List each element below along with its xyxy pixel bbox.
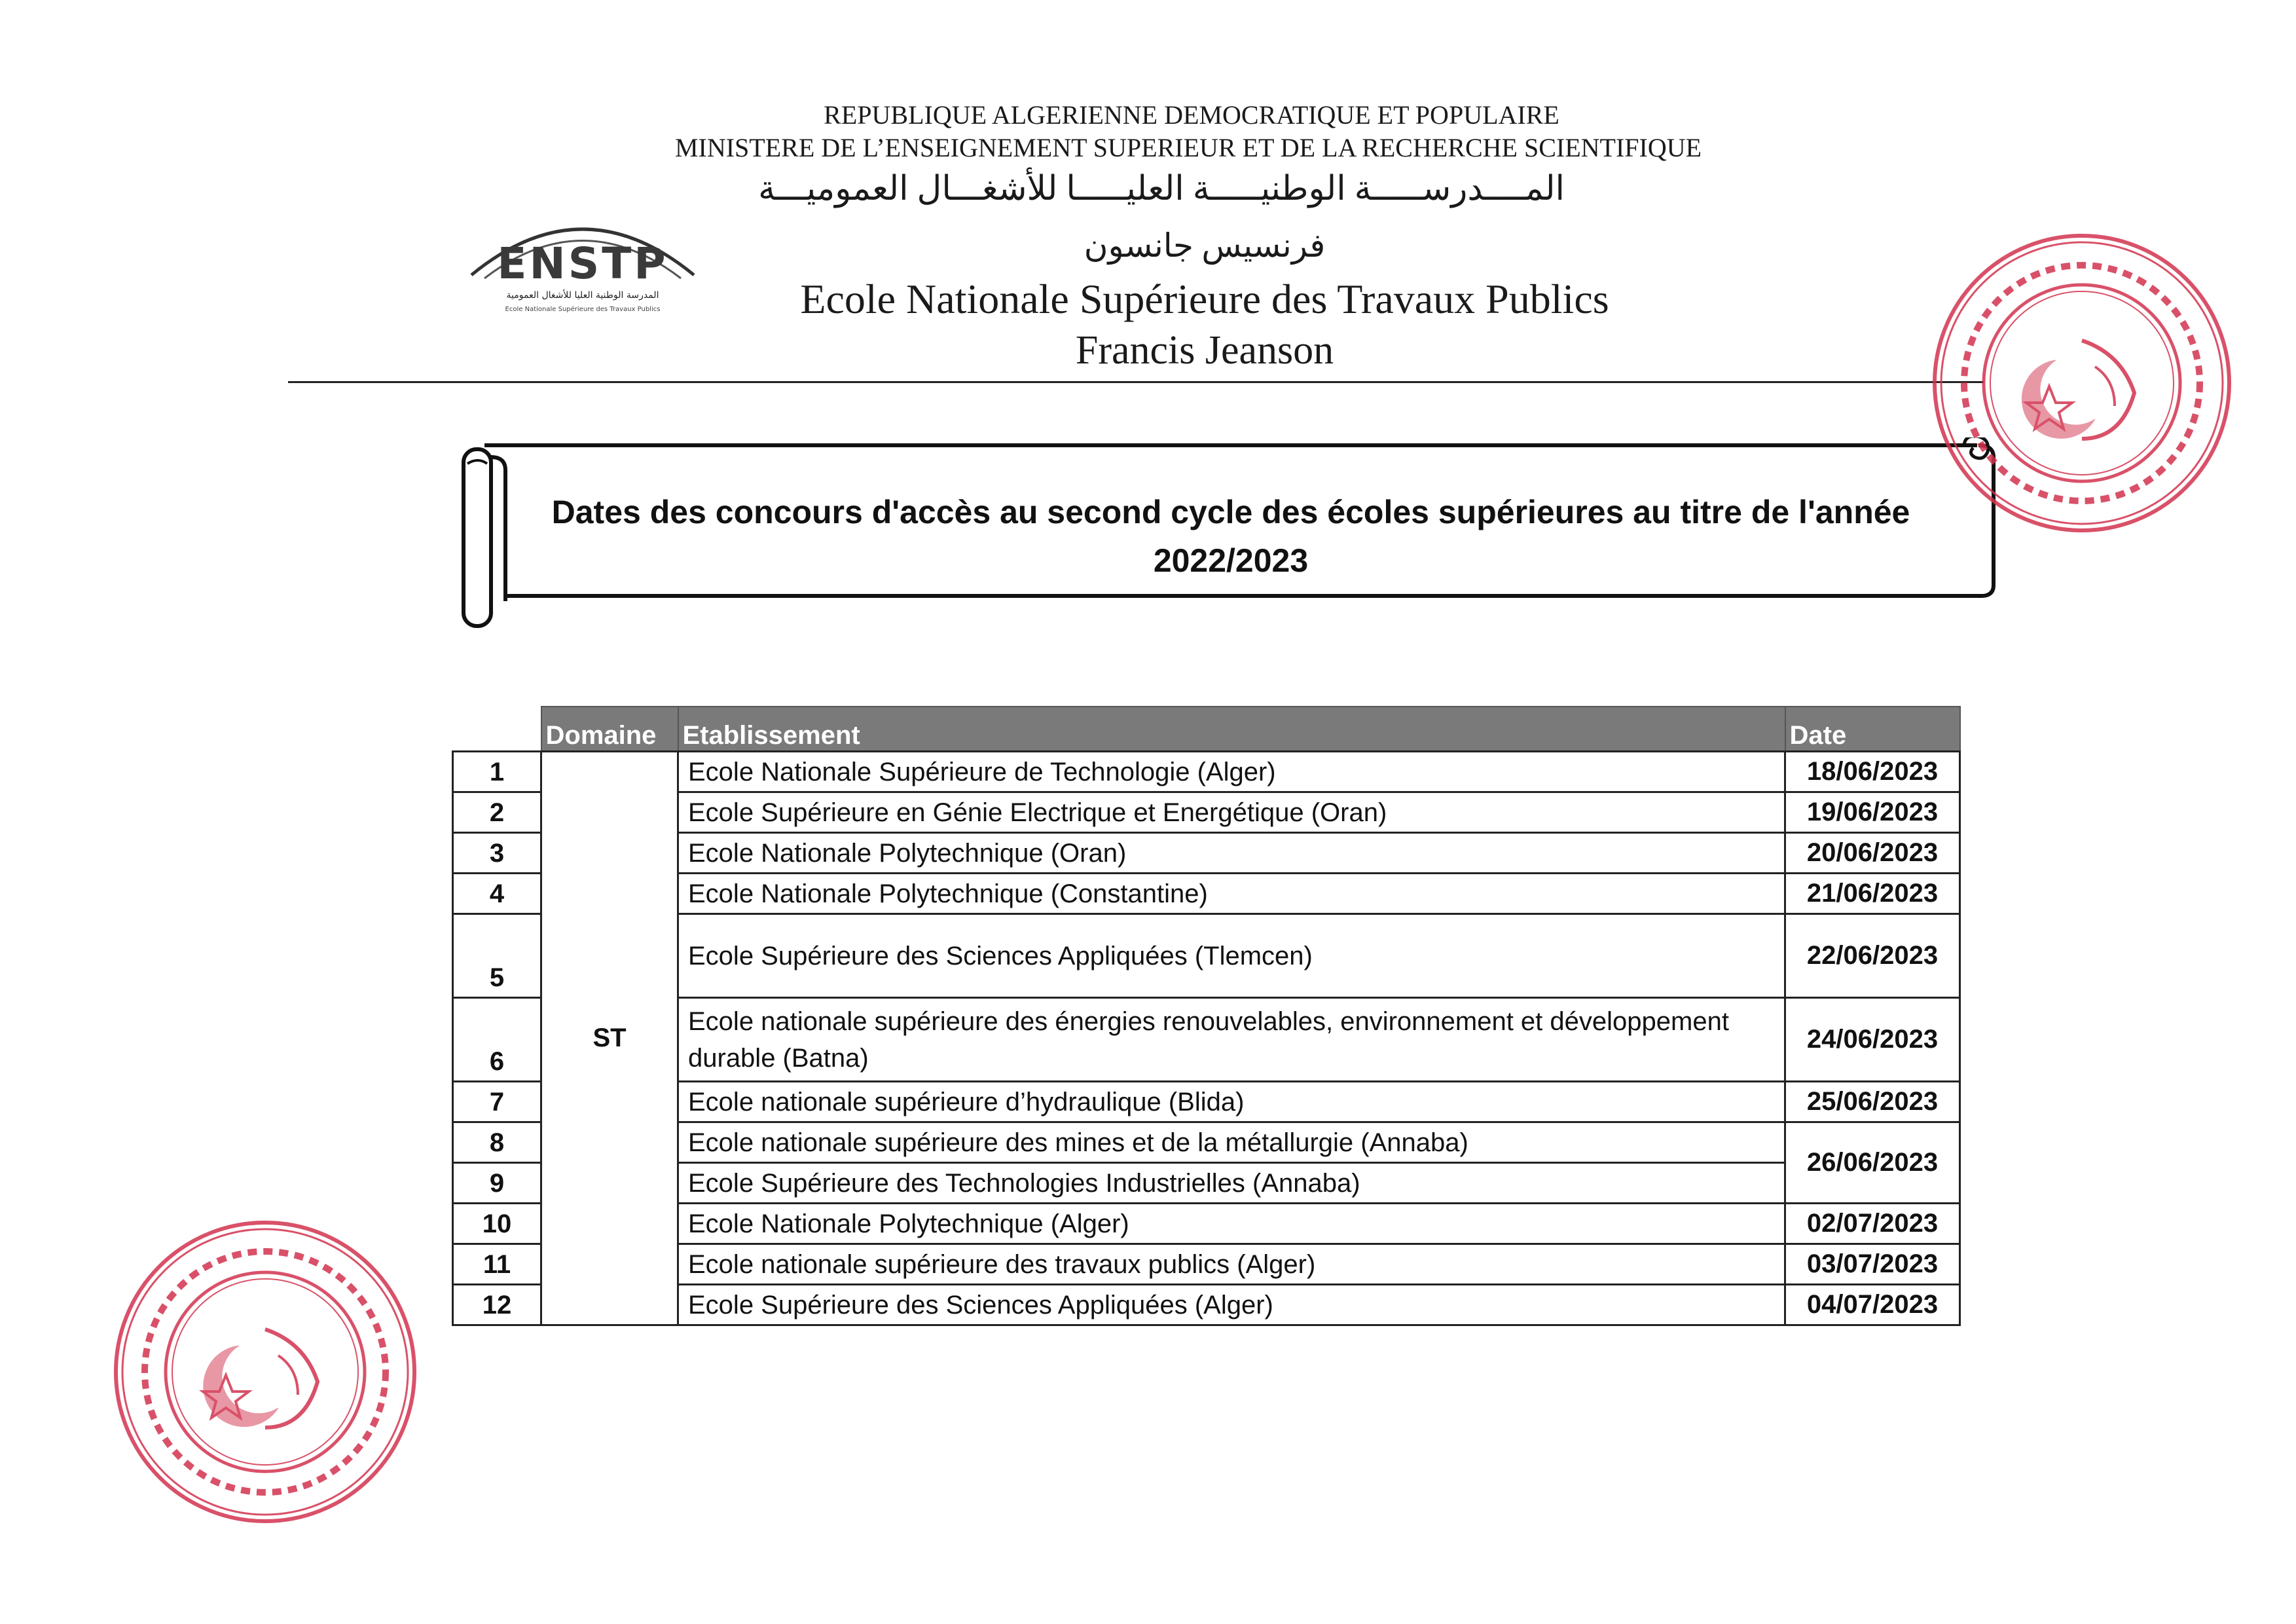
establishment-cell: Ecole Supérieure des Technologies Industrielles (Annaba)	[678, 1163, 1785, 1204]
establishment-cell: Ecole nationale supérieure des travaux publics (Alger)	[678, 1244, 1785, 1285]
establishment-cell: Ecole Supérieure des Sciences Appliquées (Alger)	[678, 1285, 1785, 1325]
concours-schedule-table	[452, 706, 1961, 1326]
row-number: 6	[453, 998, 541, 1082]
date-cell: 26/06/2023	[1785, 1122, 1960, 1204]
row-number: 2	[453, 792, 541, 833]
table-row	[453, 1204, 1960, 1244]
establishment-cell: Ecole nationale supérieure des énergies renouvelables, environnement et développement durable (Batna)	[678, 998, 1785, 1082]
establishment-cell: Ecole nationale supérieure des mines et de la métallurgie (Annaba)	[678, 1122, 1785, 1163]
date-cell: 02/07/2023	[1785, 1204, 1960, 1244]
row-number: 8	[453, 1122, 541, 1163]
row-number: 1	[453, 752, 541, 792]
header-date: Date	[1785, 707, 1960, 752]
logo-caption: Ecole Nationale Supérieure des Travaux Publics	[505, 306, 661, 313]
domain-cell: ST	[541, 752, 678, 1325]
table-row	[453, 752, 1960, 792]
establishment-cell: Ecole Nationale Polytechnique (Constantine)	[678, 874, 1785, 914]
establishment-cell: Ecole Nationale Polytechnique (Oran)	[678, 833, 1785, 874]
establishment-cell: Ecole nationale supérieure d’hydraulique (Blida)	[678, 1082, 1785, 1122]
row-number: 10	[453, 1204, 541, 1244]
header-establishment: Etablissement	[678, 707, 1785, 752]
logo-acronym: ENSTP	[497, 238, 668, 289]
table-header-row	[453, 707, 1960, 752]
school-name: Ecole Nationale Supérieure des Travaux Publics	[800, 276, 1609, 322]
official-stamp-top-right	[1925, 223, 2239, 544]
table-row	[453, 1285, 1960, 1325]
date-cell: 24/06/2023	[1785, 998, 1960, 1082]
official-stamp-bottom-left	[105, 1211, 426, 1532]
table-row	[453, 874, 1960, 914]
establishment-cell: Ecole Supérieure en Génie Electrique et Energétique (Oran)	[678, 792, 1785, 833]
ministry-heading: MINISTERE DE L’ENSEIGNEMENT SUPERIEUR ET DE LA RECHERCHE SCIENTIFIQUE	[674, 133, 1702, 162]
date-cell: 25/06/2023	[1785, 1082, 1960, 1122]
establishment-cell: Ecole Nationale Supérieure de Technologie (Alger)	[678, 752, 1785, 792]
header-rule	[288, 381, 1984, 383]
row-number: 11	[453, 1244, 541, 1285]
table-row	[453, 914, 1960, 998]
banner-title	[498, 488, 1964, 585]
header-blank-cell	[453, 707, 541, 752]
date-cell: 04/07/2023	[1785, 1285, 1960, 1325]
banner-title-line: Dates des concours d'accès au second cycle des écoles supérieures au titre de l'année	[551, 494, 1910, 530]
table-row	[453, 833, 1960, 874]
row-number: 9	[453, 1163, 541, 1204]
republic-heading: REPUBLIQUE ALGERIENNE DEMOCRATIQUE ET POPULAIRE	[824, 100, 1559, 130]
table-row	[453, 1122, 1960, 1163]
row-number: 3	[453, 833, 541, 874]
date-cell: 19/06/2023	[1785, 792, 1960, 833]
establishment-cell: Ecole Supérieure des Sciences Appliquées (Tlemcen)	[678, 914, 1785, 998]
date-cell: 20/06/2023	[1785, 833, 1960, 874]
arabic-francis-jeanson: فرنسيس جانسون	[1084, 227, 1326, 264]
date-cell: 03/07/2023	[1785, 1244, 1960, 1285]
date-cell: 18/06/2023	[1785, 752, 1960, 792]
date-cell: 21/06/2023	[1785, 874, 1960, 914]
arabic-school-name: المــــدرســـــة الوطنيـــــة العليـــــا للأشغـــال العموميـــة	[758, 170, 1565, 208]
row-number: 12	[453, 1285, 541, 1325]
school-subname: Francis Jeanson	[1075, 328, 1334, 373]
table-row	[453, 998, 1960, 1082]
header-domain: Domaine	[541, 707, 678, 752]
establishment-cell: Ecole Nationale Polytechnique (Alger)	[678, 1204, 1785, 1244]
date-cell: 22/06/2023	[1785, 914, 1960, 998]
table-row	[453, 1082, 1960, 1122]
banner-year: 2022/2023	[1153, 542, 1309, 579]
row-number: 7	[453, 1082, 541, 1122]
table-row	[453, 1244, 1960, 1285]
enstp-logo	[458, 196, 707, 321]
logo-arabic-caption: المدرسة الوطنية العليا للأشغال العمومية	[506, 290, 659, 301]
table-row	[453, 1163, 1960, 1204]
row-number: 4	[453, 874, 541, 914]
row-number: 5	[453, 914, 541, 998]
table-row	[453, 792, 1960, 833]
